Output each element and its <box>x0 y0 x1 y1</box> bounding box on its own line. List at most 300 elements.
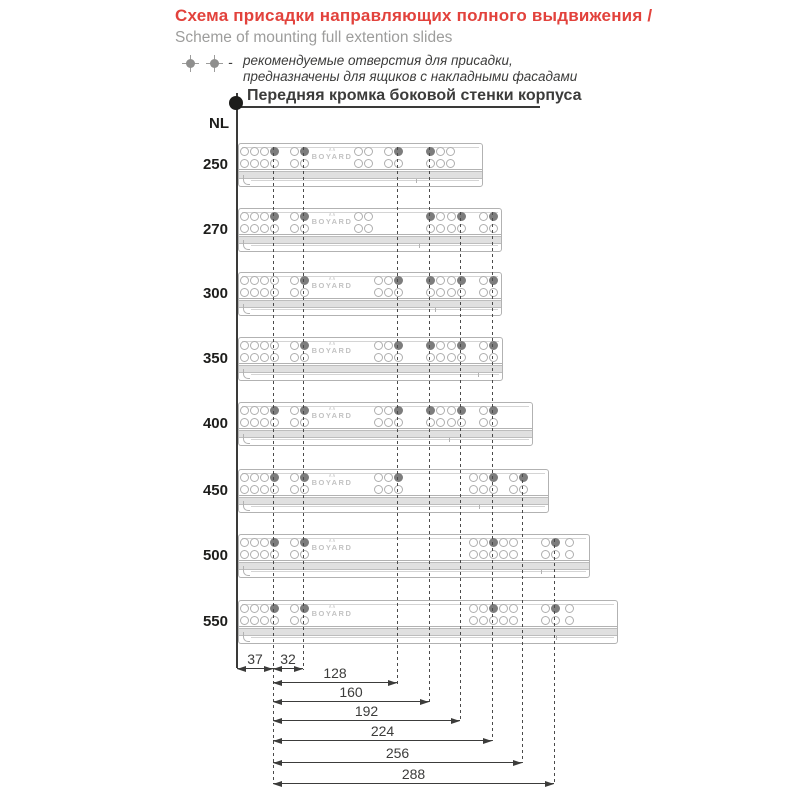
mounting-hole <box>240 288 249 297</box>
mounting-hole <box>426 418 435 427</box>
brand-logo <box>309 148 355 161</box>
mounting-hole <box>290 276 299 285</box>
guide-line <box>429 147 430 703</box>
mounting-hole <box>374 276 383 285</box>
mounting-hole <box>479 341 488 350</box>
mounting-hole <box>354 224 363 233</box>
legend-text <box>243 53 577 84</box>
mounting-hole-recommended <box>300 212 309 221</box>
mounting-hole <box>270 353 279 362</box>
mounting-hole <box>240 604 249 613</box>
slide-hook-icon <box>243 175 250 185</box>
mounting-hole <box>270 159 279 168</box>
mounting-hole <box>479 550 488 559</box>
slide-notch <box>479 505 480 509</box>
mounting-hole <box>469 473 478 482</box>
mounting-hole <box>384 159 393 168</box>
mounting-hole <box>250 550 259 559</box>
mounting-hole <box>384 147 393 156</box>
mounting-hole-recommended <box>300 604 309 613</box>
mounting-hole <box>240 473 249 482</box>
slide-hook-icon <box>243 434 250 444</box>
nl-axis-label: NL <box>209 115 229 132</box>
mounting-hole-recommended <box>489 341 498 350</box>
mounting-hole <box>270 616 279 625</box>
dimension-arrow-left-icon <box>273 680 282 686</box>
brand-logo <box>309 342 355 355</box>
mounting-hole <box>240 550 249 559</box>
dimension-arrow-right-icon <box>420 699 429 705</box>
mounting-hole <box>250 538 259 547</box>
mounting-hole <box>457 288 466 297</box>
mounting-hole <box>479 604 488 613</box>
dimension-label: 37 <box>247 651 263 667</box>
brand-logo-text: BOYARD <box>311 217 353 226</box>
mounting-hole <box>290 550 299 559</box>
mounting-hole <box>300 353 309 362</box>
slide-rail-bar <box>239 300 501 308</box>
mounting-hole <box>240 485 249 494</box>
mounting-hole <box>374 288 383 297</box>
slide-divider-line <box>239 363 502 364</box>
mounting-hole <box>384 418 393 427</box>
slide-rail-bar <box>239 171 482 179</box>
mounting-hole-recommended <box>457 406 466 415</box>
slide-inner-bottomline <box>251 439 529 440</box>
mounting-hole <box>374 341 383 350</box>
mounting-hole <box>240 341 249 350</box>
brand-logo-text: BOYARD <box>311 543 353 552</box>
mounting-hole <box>384 485 393 494</box>
slide-length-label: 270 <box>202 221 228 238</box>
brand-logo <box>309 539 355 552</box>
slide-hook-icon <box>243 304 250 314</box>
mounting-hole <box>479 276 488 285</box>
mounting-hole <box>541 604 550 613</box>
mounting-hole <box>489 550 498 559</box>
mounting-hole <box>541 550 550 559</box>
mounting-hole-recommended <box>457 276 466 285</box>
mounting-hole-recommended <box>300 473 309 482</box>
mounting-hole-recommended <box>270 406 279 415</box>
mounting-hole-recommended <box>394 147 403 156</box>
dimension-arrow-left-icon <box>273 738 282 744</box>
mounting-hole <box>565 604 574 613</box>
mounting-hole <box>541 538 550 547</box>
mounting-hole <box>374 473 383 482</box>
mounting-hole-recommended <box>426 212 435 221</box>
mounting-hole-recommended <box>489 538 498 547</box>
slide-length-label: 550 <box>202 613 228 630</box>
brand-logo-text: BOYARD <box>311 609 353 618</box>
mounting-hole <box>509 538 518 547</box>
mounting-hole <box>270 224 279 233</box>
slide-rail-bar <box>239 562 589 570</box>
mounting-hole <box>479 616 488 625</box>
guide-line <box>303 147 304 670</box>
mounting-hole <box>489 353 498 362</box>
mounting-hole <box>469 485 478 494</box>
mounting-hole <box>447 418 456 427</box>
mounting-hole <box>479 406 488 415</box>
mounting-hole <box>489 485 498 494</box>
mounting-hole <box>436 159 445 168</box>
diagram-subtitle: Scheme of mounting full extention slides <box>175 29 453 46</box>
mounting-hole <box>260 616 269 625</box>
mounting-hole <box>290 406 299 415</box>
mounting-hole <box>290 538 299 547</box>
slide-length-label: 250 <box>202 156 228 173</box>
slide-drawing-300 <box>238 272 502 316</box>
mounting-hole-recommended <box>270 538 279 547</box>
mounting-hole <box>260 550 269 559</box>
mounting-hole <box>250 406 259 415</box>
mounting-hole <box>489 288 498 297</box>
mounting-hole <box>354 212 363 221</box>
mounting-hole <box>260 473 269 482</box>
mounting-hole-recommended <box>270 473 279 482</box>
mounting-hole <box>290 485 299 494</box>
dimension-label: 32 <box>280 651 296 667</box>
slide-inner-bottomline <box>251 571 586 572</box>
mounting-hole <box>394 288 403 297</box>
mounting-hole <box>565 538 574 547</box>
mounting-hole <box>374 353 383 362</box>
brand-logo-text: BOYARD <box>311 478 353 487</box>
mounting-hole <box>565 550 574 559</box>
mounting-hole-recommended <box>394 276 403 285</box>
mounting-hole <box>290 604 299 613</box>
mounting-hole <box>260 353 269 362</box>
mounting-hole <box>300 485 309 494</box>
brand-logo <box>309 474 355 487</box>
slide-hook-icon <box>243 501 250 511</box>
brand-logo-crown-icon: ∧∧ <box>328 212 336 218</box>
mounting-hole <box>479 353 488 362</box>
mounting-hole-recommended <box>300 406 309 415</box>
mounting-hole <box>250 341 259 350</box>
mounting-hole <box>551 550 560 559</box>
slide-inner-bottomline <box>251 374 499 375</box>
mounting-hole <box>240 418 249 427</box>
mounting-hole <box>300 550 309 559</box>
legend-text-line2: предназначены для ящиков с накладными фасадами <box>243 68 578 84</box>
dimension-line <box>273 783 554 784</box>
dimension-arrow-left-icon <box>273 718 282 724</box>
mounting-hole <box>250 224 259 233</box>
guide-line <box>273 147 274 783</box>
slide-inner-topline <box>242 473 545 474</box>
brand-logo-text: BOYARD <box>311 411 353 420</box>
slide-inner-bottomline <box>251 637 614 638</box>
mounting-hole <box>290 288 299 297</box>
mounting-hole-recommended <box>300 341 309 350</box>
mounting-hole <box>290 616 299 625</box>
mounting-hole <box>384 473 393 482</box>
mounting-hole <box>426 353 435 362</box>
mounting-hole <box>394 159 403 168</box>
slide-hook-icon <box>243 240 250 250</box>
mounting-hole <box>374 406 383 415</box>
mounting-hole <box>290 473 299 482</box>
slide-hook-icon <box>243 369 250 379</box>
mounting-hole <box>489 418 498 427</box>
mounting-hole <box>260 224 269 233</box>
mounting-hole <box>374 418 383 427</box>
brand-logo-crown-icon: ∧∧ <box>328 406 336 412</box>
mounting-hole <box>260 538 269 547</box>
mounting-hole <box>260 418 269 427</box>
mounting-hole <box>270 485 279 494</box>
slide-length-label: 400 <box>202 415 228 432</box>
dimension-line <box>273 682 397 683</box>
slide-rail-bar <box>239 497 548 505</box>
mounting-hole <box>300 224 309 233</box>
brand-logo-text: BOYARD <box>311 281 353 290</box>
mounting-hole <box>250 159 259 168</box>
dimension-label: 128 <box>323 665 347 681</box>
mounting-hole <box>300 418 309 427</box>
mounting-hole <box>479 288 488 297</box>
mounting-hole <box>290 418 299 427</box>
mounting-hole-recommended <box>300 538 309 547</box>
dimension-label: 224 <box>370 723 395 739</box>
mounting-hole <box>290 224 299 233</box>
mounting-hole <box>479 485 488 494</box>
slide-rail-bar <box>239 365 502 373</box>
mounting-hole <box>384 406 393 415</box>
dimension-line <box>273 701 429 702</box>
mounting-hole <box>489 224 498 233</box>
brand-logo-crown-icon: ∧∧ <box>328 473 336 479</box>
mounting-hole <box>270 550 279 559</box>
mounting-hole <box>270 288 279 297</box>
slide-length-label: 350 <box>202 350 228 367</box>
dimension-label: 288 <box>401 766 426 782</box>
guide-line <box>492 212 493 741</box>
mounting-hole <box>384 353 393 362</box>
mounting-hole <box>426 159 435 168</box>
mounting-hole <box>394 418 403 427</box>
mounting-hole <box>240 276 249 285</box>
mounting-hole <box>436 212 445 221</box>
dimension-arrow-left-icon <box>273 699 282 705</box>
mounting-hole <box>436 341 445 350</box>
mounting-hole <box>364 212 373 221</box>
mounting-hole <box>250 147 259 156</box>
mounting-hole <box>270 418 279 427</box>
mounting-hole <box>394 485 403 494</box>
mounting-hole <box>260 212 269 221</box>
mounting-hole <box>260 406 269 415</box>
mounting-hole <box>479 212 488 221</box>
mounting-hole-recommended <box>426 406 435 415</box>
mounting-hole <box>479 224 488 233</box>
mounting-hole-recommended <box>551 538 560 547</box>
guide-line <box>554 539 555 784</box>
slide-notch <box>449 438 450 442</box>
slide-divider-line <box>239 495 548 496</box>
mounting-hole <box>364 147 373 156</box>
mounting-hole-recommended <box>426 147 435 156</box>
brand-logo-text: BOYARD <box>311 346 353 355</box>
mounting-hole <box>250 418 259 427</box>
mounting-hole <box>384 341 393 350</box>
slide-drawing-250 <box>238 143 483 187</box>
mounting-hole <box>250 473 259 482</box>
mounting-hole <box>436 353 445 362</box>
mounting-hole-recommended <box>300 147 309 156</box>
mounting-hole <box>447 224 456 233</box>
brand-logo <box>309 213 355 226</box>
mounting-hole <box>250 276 259 285</box>
marker-dot <box>186 59 195 68</box>
dimension-label: 160 <box>339 684 363 700</box>
mounting-hole <box>240 538 249 547</box>
mounting-hole <box>457 353 466 362</box>
slide-inner-bottomline <box>251 180 479 181</box>
mounting-hole <box>290 212 299 221</box>
mounting-hole <box>446 159 455 168</box>
mounting-hole <box>290 147 299 156</box>
mounting-hole-recommended <box>394 406 403 415</box>
slide-notch <box>419 244 420 248</box>
mounting-hole-recommended <box>489 604 498 613</box>
mounting-hole <box>364 159 373 168</box>
mounting-hole <box>436 406 445 415</box>
mounting-hole <box>457 224 466 233</box>
mounting-hole <box>479 418 488 427</box>
slide-drawing-450 <box>238 469 549 513</box>
mounting-hole <box>290 159 299 168</box>
mounting-hole <box>509 604 518 613</box>
mounting-hole <box>447 341 456 350</box>
mounting-hole <box>447 353 456 362</box>
mounting-hole <box>354 159 363 168</box>
mounting-hole <box>250 485 259 494</box>
mounting-hole <box>290 353 299 362</box>
mounting-hole <box>260 276 269 285</box>
slide-divider-line <box>239 626 617 627</box>
dimension-arrow-right-icon <box>513 760 522 766</box>
mounting-hole-recommended <box>426 276 435 285</box>
mounting-hole <box>436 288 445 297</box>
brand-logo <box>309 605 355 618</box>
dimension-arrow-right-icon <box>388 680 397 686</box>
brand-logo <box>309 277 355 290</box>
drill-hole-marker-icon <box>182 55 199 72</box>
diagram-title: Схема присадки направляющих полного выдвижения / <box>175 6 653 25</box>
slide-rail-bar <box>239 430 532 438</box>
front-edge-label: Передняя кромка боковой стенки корпуса <box>247 87 582 104</box>
slide-drawing-550 <box>238 600 618 644</box>
mounting-hole <box>250 604 259 613</box>
mounting-hole <box>240 147 249 156</box>
mounting-hole <box>250 353 259 362</box>
brand-logo-crown-icon: ∧∧ <box>328 341 336 347</box>
mounting-hole-recommended <box>270 147 279 156</box>
slide-divider-line <box>239 169 482 170</box>
mounting-hole-recommended <box>394 473 403 482</box>
mounting-hole <box>260 159 269 168</box>
dimension-arrow-right-icon <box>483 738 492 744</box>
slide-notch <box>541 570 542 574</box>
guide-line <box>522 474 523 763</box>
mounting-hole <box>447 212 456 221</box>
mounting-hole <box>270 341 279 350</box>
mounting-hole-recommended <box>551 604 560 613</box>
slide-rail-bar <box>239 628 617 636</box>
mounting-hole <box>479 473 488 482</box>
mounting-hole <box>354 147 363 156</box>
slide-rail-bar <box>239 236 501 244</box>
mounting-hole <box>300 616 309 625</box>
mounting-hole <box>447 288 456 297</box>
legend-separator: - <box>228 54 233 70</box>
mounting-hole <box>240 212 249 221</box>
mounting-hole <box>489 616 498 625</box>
mounting-hole <box>499 538 508 547</box>
dimension-line <box>273 720 460 721</box>
mounting-hole <box>519 485 528 494</box>
mounting-hole-recommended <box>489 473 498 482</box>
mounting-hole <box>260 341 269 350</box>
slide-notch <box>435 308 436 312</box>
front-edge-dot <box>229 96 243 110</box>
slide-notch <box>478 373 479 377</box>
mounting-hole <box>300 288 309 297</box>
mounting-hole <box>446 147 455 156</box>
brand-logo-crown-icon: ∧∧ <box>328 276 336 282</box>
mounting-hole <box>565 616 574 625</box>
mounting-hole <box>551 616 560 625</box>
mounting-hole <box>469 550 478 559</box>
mounting-hole <box>469 604 478 613</box>
slide-notch <box>556 636 557 640</box>
slide-notch <box>416 179 417 183</box>
brand-logo-crown-icon: ∧∧ <box>328 604 336 610</box>
mounting-hole <box>499 616 508 625</box>
mounting-hole <box>436 276 445 285</box>
mounting-hole <box>509 473 518 482</box>
slide-length-label: 450 <box>202 482 228 499</box>
mounting-hole-recommended <box>300 276 309 285</box>
mounting-hole <box>499 604 508 613</box>
mounting-hole <box>469 616 478 625</box>
mounting-hole <box>384 288 393 297</box>
slide-drawing-350 <box>238 337 503 381</box>
mounting-hole <box>436 147 445 156</box>
dimension-arrow-left-icon <box>273 760 282 766</box>
mounting-hole-recommended <box>457 341 466 350</box>
mounting-hole-recommended <box>394 341 403 350</box>
mounting-hole <box>240 159 249 168</box>
brand-logo-crown-icon: ∧∧ <box>328 538 336 544</box>
mounting-hole <box>290 341 299 350</box>
dimension-arrow-left-icon <box>273 781 282 787</box>
mounting-hole <box>447 406 456 415</box>
mounting-hole-recommended <box>489 276 498 285</box>
mounting-hole <box>426 224 435 233</box>
mounting-hole <box>250 616 259 625</box>
mounting-hole-recommended <box>489 212 498 221</box>
mounting-hole <box>426 288 435 297</box>
dimension-label: 256 <box>385 745 410 761</box>
slide-drawing-270 <box>238 208 502 252</box>
mounting-hole-recommended <box>270 604 279 613</box>
mounting-hole <box>260 288 269 297</box>
front-edge-line <box>236 93 238 668</box>
